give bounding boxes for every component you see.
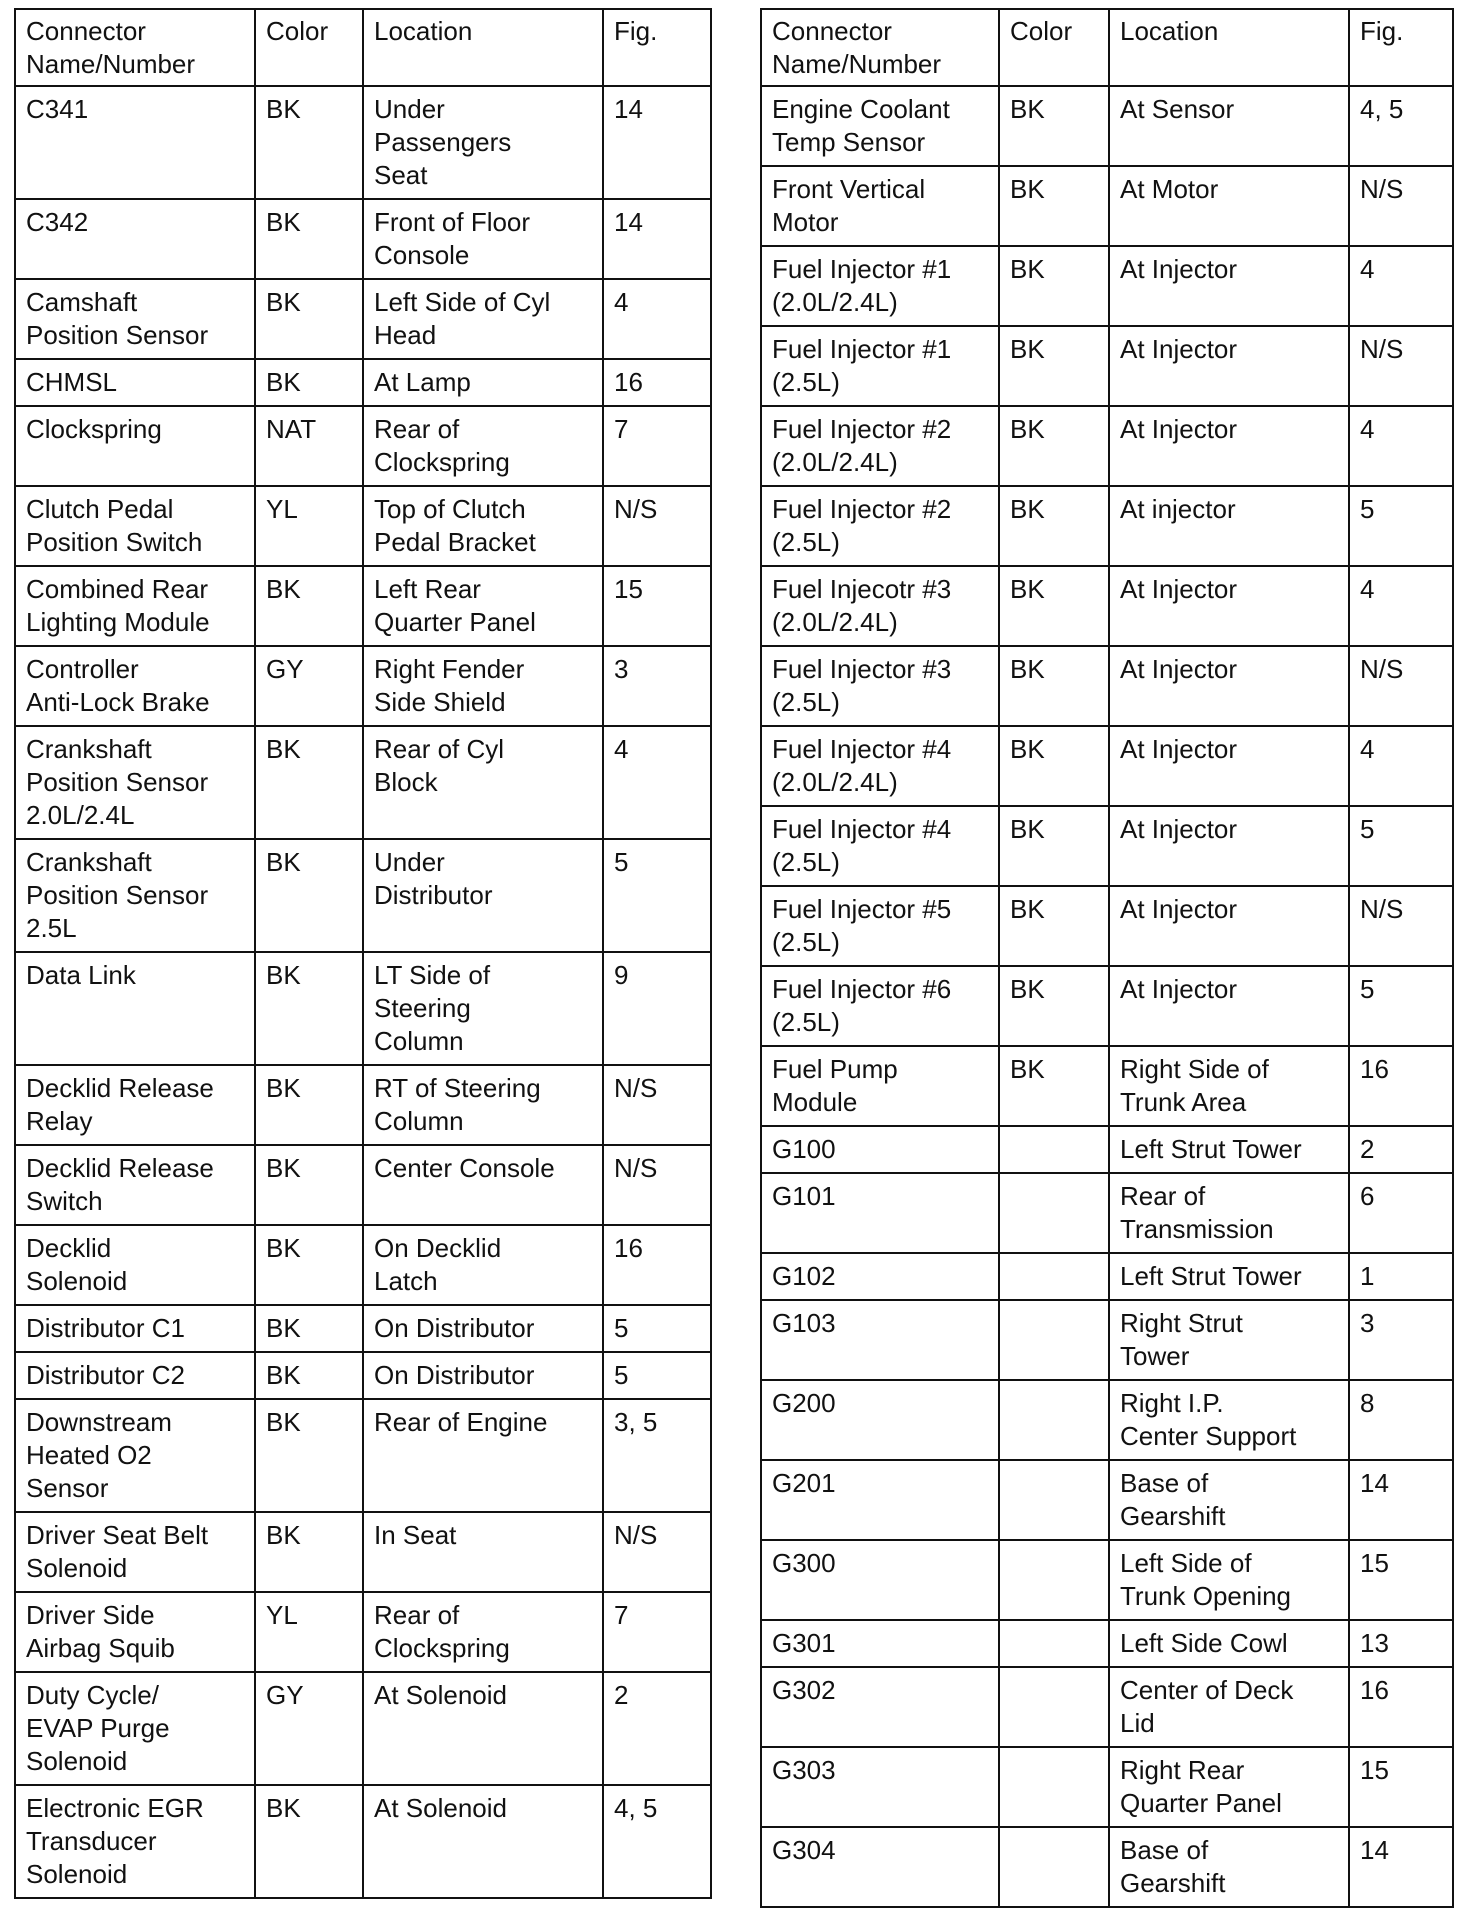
table-row [761,406,1453,486]
cell-fig: 2 [1349,1126,1453,1173]
cell-name: Fuel Injector #1 (2.0L/2.4L) [761,246,999,326]
connector-table-left [14,8,712,1899]
header-color: Color [999,9,1109,86]
cell-color [999,1827,1109,1907]
cell-name: G302 [761,1667,999,1747]
header-name: Connector Name/Number [761,9,999,86]
cell-color: BK [255,1352,363,1399]
cell-fig: 4 [1349,246,1453,326]
cell-name: Fuel Injector #6 (2.5L) [761,966,999,1046]
table-row [15,1065,711,1145]
cell-color: BK [255,1785,363,1898]
cell-color: BK [999,886,1109,966]
cell-name: Clutch Pedal Position Switch [15,486,255,566]
cell-name: Fuel Injector #4 (2.0L/2.4L) [761,726,999,806]
table-header [15,9,711,86]
table-row [15,199,711,279]
cell-color: BK [255,1305,363,1352]
cell-color: BK [999,406,1109,486]
cell-color: BK [999,566,1109,646]
table-row [761,1460,1453,1540]
table-row [15,486,711,566]
table-row [15,726,711,839]
cell-fig: 3 [603,646,711,726]
cell-name: G304 [761,1827,999,1907]
cell-fig: 7 [603,406,711,486]
cell-color: BK [999,806,1109,886]
cell-location: Under Distributor [363,839,603,952]
cell-color: BK [999,246,1109,326]
cell-location: LT Side of Steering Column [363,952,603,1065]
cell-color: BK [999,966,1109,1046]
cell-location: At Injector [1109,646,1349,726]
cell-color [999,1173,1109,1253]
table-row [761,486,1453,566]
cell-name: Decklid Release Switch [15,1145,255,1225]
cell-location: Rear of Clockspring [363,1592,603,1672]
cell-location: Left Side Cowl [1109,1620,1349,1667]
cell-fig: 14 [1349,1827,1453,1907]
table-body [15,86,711,1898]
cell-name: Combined Rear Lighting Module [15,566,255,646]
cell-color: BK [999,486,1109,566]
cell-name: G200 [761,1380,999,1460]
cell-name: Fuel Injecotr #3 (2.0L/2.4L) [761,566,999,646]
cell-fig: 4, 5 [603,1785,711,1898]
cell-color: BK [999,646,1109,726]
cell-fig: N/S [603,1145,711,1225]
cell-color: BK [255,839,363,952]
cell-name: Crankshaft Position Sensor 2.5L [15,839,255,952]
header-fig: Fig. [1349,9,1453,86]
table-row [761,1173,1453,1253]
cell-name: G300 [761,1540,999,1620]
cell-name: C342 [15,199,255,279]
cell-color: BK [255,359,363,406]
table-row [761,1620,1453,1667]
cell-color: BK [999,86,1109,166]
cell-location: Under Passengers Seat [363,86,603,199]
cell-fig: N/S [1349,326,1453,406]
cell-color: BK [255,1512,363,1592]
cell-name: Distributor C2 [15,1352,255,1399]
table-body [761,86,1453,1907]
table-row [15,952,711,1065]
connector-table-right [760,8,1454,1908]
cell-fig: 16 [603,1225,711,1305]
cell-fig: 7 [603,1592,711,1672]
header-location: Location [1109,9,1349,86]
cell-name: Downstream Heated O2 Sensor [15,1399,255,1512]
cell-name: Fuel Injector #2 (2.0L/2.4L) [761,406,999,486]
cell-fig: 15 [1349,1540,1453,1620]
cell-fig: N/S [603,486,711,566]
cell-name: Controller Anti-Lock Brake [15,646,255,726]
cell-name: Fuel Injector #5 (2.5L) [761,886,999,966]
cell-fig: 15 [1349,1747,1453,1827]
cell-fig: 14 [1349,1460,1453,1540]
table-row [761,1046,1453,1126]
table-row [761,86,1453,166]
cell-fig: 16 [603,359,711,406]
cell-color [999,1126,1109,1173]
cell-name: Fuel Injector #2 (2.5L) [761,486,999,566]
cell-location: Left Side of Trunk Opening [1109,1540,1349,1620]
cell-fig: 13 [1349,1620,1453,1667]
cell-name: G101 [761,1173,999,1253]
cell-color: YL [255,486,363,566]
cell-name: G201 [761,1460,999,1540]
cell-location: Rear of Engine [363,1399,603,1512]
table-row [761,166,1453,246]
cell-location: RT of Steering Column [363,1065,603,1145]
cell-name: CHMSL [15,359,255,406]
cell-fig: 4 [603,279,711,359]
cell-name: Fuel Injector #1 (2.5L) [761,326,999,406]
cell-location: At Motor [1109,166,1349,246]
cell-fig: 8 [1349,1380,1453,1460]
header-row [15,9,711,86]
cell-color: GY [255,646,363,726]
cell-name: Decklid Solenoid [15,1225,255,1305]
cell-name: Duty Cycle/ EVAP Purge Solenoid [15,1672,255,1785]
table-row [761,246,1453,326]
cell-fig: N/S [1349,646,1453,726]
cell-fig: N/S [1349,166,1453,246]
cell-location: At Injector [1109,966,1349,1046]
cell-location: Rear of Transmission [1109,1173,1349,1253]
cell-color [999,1253,1109,1300]
cell-location: Right Side of Trunk Area [1109,1046,1349,1126]
table-row [761,646,1453,726]
cell-fig: 16 [1349,1667,1453,1747]
header-name: Connector Name/Number [15,9,255,86]
cell-fig: 5 [603,839,711,952]
cell-fig: 2 [603,1672,711,1785]
cell-fig: 4 [1349,566,1453,646]
table-row [15,359,711,406]
table-row [761,1126,1453,1173]
table-header [761,9,1453,86]
cell-color [999,1540,1109,1620]
table-row [15,1785,711,1898]
table-row [15,279,711,359]
cell-location: In Seat [363,1512,603,1592]
table-row [15,1512,711,1592]
table-row [761,966,1453,1046]
cell-name: Driver Seat Belt Solenoid [15,1512,255,1592]
table-row [15,1352,711,1399]
cell-fig: 14 [603,86,711,199]
cell-name: Fuel Injector #4 (2.5L) [761,806,999,886]
cell-fig: 1 [1349,1253,1453,1300]
cell-name: Fuel Injector #3 (2.5L) [761,646,999,726]
cell-fig: 5 [1349,806,1453,886]
cell-fig: 6 [1349,1173,1453,1253]
cell-name: G100 [761,1126,999,1173]
table-row [15,1399,711,1512]
cell-name: C341 [15,86,255,199]
cell-color: BK [999,326,1109,406]
cell-fig: 5 [603,1305,711,1352]
cell-location: At Injector [1109,566,1349,646]
cell-color: BK [999,1046,1109,1126]
header-location: Location [363,9,603,86]
cell-location: On Decklid Latch [363,1225,603,1305]
table-row [15,646,711,726]
cell-fig: 4, 5 [1349,86,1453,166]
cell-color: YL [255,1592,363,1672]
header-color: Color [255,9,363,86]
header-fig: Fig. [603,9,711,86]
cell-color [999,1747,1109,1827]
cell-color [999,1380,1109,1460]
header-row [761,9,1453,86]
table-row [15,1305,711,1352]
cell-color: BK [255,1145,363,1225]
cell-color: BK [255,199,363,279]
cell-location: Base of Gearshift [1109,1460,1349,1540]
cell-location: Left Side of Cyl Head [363,279,603,359]
cell-color: BK [255,1225,363,1305]
cell-location: At Solenoid [363,1672,603,1785]
cell-fig: N/S [603,1512,711,1592]
cell-fig: 5 [603,1352,711,1399]
cell-color: BK [255,1399,363,1512]
table-row [15,406,711,486]
cell-name: G102 [761,1253,999,1300]
cell-color [999,1620,1109,1667]
cell-fig: 5 [1349,966,1453,1046]
cell-name: Electronic EGR Transducer Solenoid [15,1785,255,1898]
cell-location: At Injector [1109,326,1349,406]
table-row [15,1225,711,1305]
cell-color: BK [255,1065,363,1145]
cell-name: Fuel Pump Module [761,1046,999,1126]
cell-location: Right I.P. Center Support [1109,1380,1349,1460]
cell-color [999,1300,1109,1380]
cell-location: At Injector [1109,726,1349,806]
table-row [761,1827,1453,1907]
cell-color: BK [255,566,363,646]
cell-name: Engine Coolant Temp Sensor [761,86,999,166]
table-row [15,566,711,646]
cell-color: BK [255,952,363,1065]
cell-location: At injector [1109,486,1349,566]
table-row [761,1747,1453,1827]
table-row [15,839,711,952]
cell-name: Driver Side Airbag Squib [15,1592,255,1672]
cell-color: BK [255,279,363,359]
cell-name: Crankshaft Position Sensor 2.0L/2.4L [15,726,255,839]
cell-name: G303 [761,1747,999,1827]
table-row [761,566,1453,646]
cell-fig: N/S [603,1065,711,1145]
cell-location: Right Strut Tower [1109,1300,1349,1380]
cell-name: G103 [761,1300,999,1380]
table-row [15,1672,711,1785]
cell-name: Data Link [15,952,255,1065]
cell-fig: 4 [603,726,711,839]
cell-fig: 3, 5 [603,1399,711,1512]
table-row [761,886,1453,966]
cell-location: Left Strut Tower [1109,1126,1349,1173]
table-row [761,806,1453,886]
cell-location: Left Rear Quarter Panel [363,566,603,646]
cell-fig: 9 [603,952,711,1065]
table-row [761,1253,1453,1300]
cell-fig: N/S [1349,886,1453,966]
cell-fig: 14 [603,199,711,279]
cell-fig: 15 [603,566,711,646]
table-row [761,726,1453,806]
cell-location: Base of Gearshift [1109,1827,1349,1907]
cell-location: At Lamp [363,359,603,406]
cell-location: Front of Floor Console [363,199,603,279]
cell-location: Rear of Cyl Block [363,726,603,839]
cell-name: Decklid Release Relay [15,1065,255,1145]
table-row [761,1300,1453,1380]
cell-fig: 4 [1349,726,1453,806]
table-row [761,1667,1453,1747]
cell-location: At Injector [1109,886,1349,966]
cell-color: GY [255,1672,363,1785]
cell-location: Left Strut Tower [1109,1253,1349,1300]
cell-location: At Injector [1109,806,1349,886]
cell-location: At Solenoid [363,1785,603,1898]
cell-location: Right Rear Quarter Panel [1109,1747,1349,1827]
cell-fig: 4 [1349,406,1453,486]
cell-color: BK [999,726,1109,806]
cell-name: G301 [761,1620,999,1667]
cell-color: BK [255,86,363,199]
cell-location: At Injector [1109,406,1349,486]
cell-location: Rear of Clockspring [363,406,603,486]
cell-name: Camshaft Position Sensor [15,279,255,359]
cell-name: Front Vertical Motor [761,166,999,246]
cell-location: Top of Clutch Pedal Bracket [363,486,603,566]
table-row [761,1540,1453,1620]
cell-location: Right Fender Side Shield [363,646,603,726]
cell-location: On Distributor [363,1305,603,1352]
cell-color [999,1667,1109,1747]
cell-color: BK [255,726,363,839]
cell-location: On Distributor [363,1352,603,1399]
table-row [15,1145,711,1225]
cell-fig: 5 [1349,486,1453,566]
cell-location: Center of Deck Lid [1109,1667,1349,1747]
cell-location: Center Console [363,1145,603,1225]
cell-name: Distributor C1 [15,1305,255,1352]
cell-color [999,1460,1109,1540]
table-row [15,1592,711,1672]
cell-color: BK [999,166,1109,246]
cell-color: NAT [255,406,363,486]
cell-location: At Sensor [1109,86,1349,166]
cell-name: Clockspring [15,406,255,486]
cell-location: At Injector [1109,246,1349,326]
table-row [761,1380,1453,1460]
table-row [15,86,711,199]
table-row [761,326,1453,406]
cell-fig: 16 [1349,1046,1453,1126]
cell-fig: 3 [1349,1300,1453,1380]
